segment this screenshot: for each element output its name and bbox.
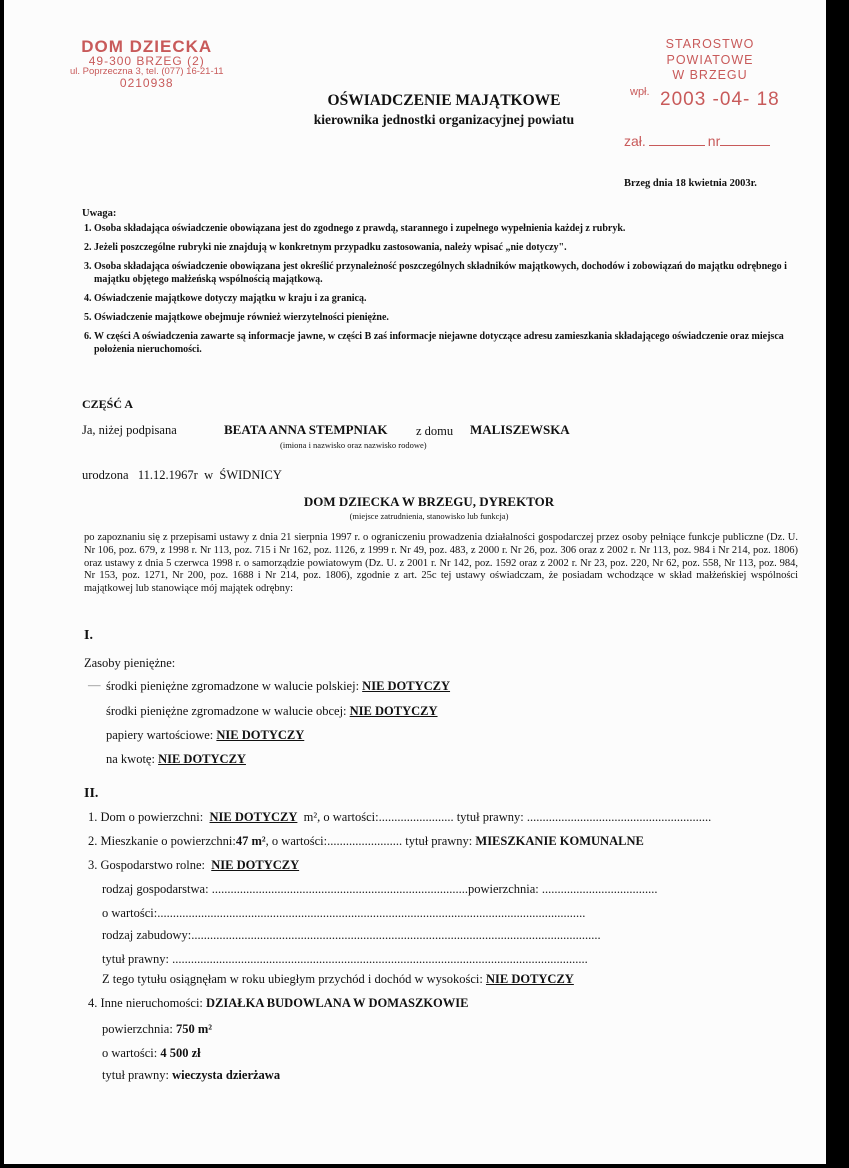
section-2-heading: II.: [84, 786, 99, 801]
house-unit: m²,: [303, 810, 321, 824]
document-title-block: [264, 92, 624, 128]
amount-label: na kwotę:: [106, 752, 155, 766]
securities-row: [106, 728, 304, 743]
other-worth-value: 4 500 zł: [160, 1046, 201, 1060]
born-in: w: [204, 468, 214, 482]
farm-buildings-row: rodzaj zabudowy:...................................................................................................................................: [102, 928, 601, 942]
flat-label: 2. Mieszkanie o powierzchni:: [88, 834, 236, 848]
other-worth-row: [102, 1046, 201, 1061]
section-1-heading: I.: [84, 628, 93, 643]
house-title-label: tytuł prawny:: [456, 810, 524, 824]
other-area-label: powierzchnia:: [102, 1022, 173, 1036]
receipt-zal: [624, 133, 770, 149]
cash-foreign-row: [106, 704, 438, 719]
signed-label: Ja, niżej podpisana: [82, 423, 177, 437]
receipt-stamp-line2: W BRZEGU: [672, 68, 748, 83]
other-worth-label: o wartości:: [102, 1046, 158, 1060]
other-area-value: 750 m²: [175, 1022, 212, 1036]
notes-heading: Uwaga:: [82, 208, 117, 219]
stamp-name: DOM DZIECKA: [81, 37, 213, 56]
name-caption: (imiona i nazwisko oraz nazwisko rodowe): [280, 440, 427, 450]
receipt-wpl-label: wpł.: [630, 86, 650, 98]
born-place: ŚWIDNICY: [219, 468, 282, 482]
receipt-stamp-line1: STAROSTWO POWIATOWE: [665, 37, 755, 67]
flat-title-value: MIESZKANIE KOMUNALNE: [475, 834, 644, 848]
house-row: 1. Dom o powierzchni: NIE DOTYCZY m², o wartości:........................ tytuł prawny: ...........................................................: [88, 810, 712, 824]
house-label: 1. Dom o powierzchni:: [88, 810, 204, 824]
zal-label: zał.: [624, 133, 646, 149]
other-area-row: [102, 1022, 212, 1037]
place-date: Brzeg dnia 18 kwietnia 2003r.: [624, 178, 757, 189]
house-value-label: o wartości:: [323, 810, 379, 824]
section-1-label: Zasoby pieniężne:: [84, 656, 176, 670]
farm-title-label: tytuł prawny:: [102, 952, 170, 966]
farm-income-label: Z tego tytułu osiągnęłam w roku ubiegłym przychód i dochód w wysokości:: [102, 972, 483, 986]
farm-area-label: powierzchnia:: [467, 882, 539, 896]
farm-income-value: NIE DOTYCZY: [485, 972, 574, 986]
employer-caption: (miejsce zatrudnienia, stanowisko lub funkcja): [349, 511, 509, 521]
maiden-name: MALISZEWSKA: [470, 422, 570, 437]
farm-worth-row: o wartości:.........................................................................................................................................: [102, 906, 586, 920]
document-subtitle: kierownika jednostki organizacyjnej powiatu: [313, 112, 575, 127]
securities-label: papiery wartościowe:: [106, 728, 214, 742]
note-item: 3. Osoba składająca oświadczenie obowiązana jest określić przynależność poszczególnych składników majątkowych, dochodów i zobowiązań do majątku odrębnego i majątku objętego małżeńską wspólnością majątkową.: [94, 260, 794, 286]
part-a-heading: CZĘŚĆ A: [82, 397, 134, 411]
other-title-value: wieczysta dzierżawa: [172, 1068, 281, 1082]
amount-value: NIE DOTYCZY: [158, 752, 246, 766]
receipt-date: 2003 -04- 18: [660, 89, 780, 110]
document-page: [4, 0, 826, 1164]
amount-row: [106, 752, 246, 767]
farm-type-row: rodzaj gospodarstwa: ..................................................................................powierzchnia: .....................................: [102, 882, 658, 896]
dash-mark: —: [88, 678, 101, 692]
note-item: 2. Jeżeli poszczególne rubryki nie znajdują w konkretnym przypadku zastosowania, należy wpisać „nie dotyczy".: [94, 241, 794, 254]
farm-label: 3. Gospodarstwo rolne:: [88, 858, 205, 872]
cash-pln-value: NIE DOTYCZY: [362, 679, 451, 693]
other-property-value: DZIAŁKA BUDOWLANA W DOMASZKOWIE: [206, 996, 469, 1010]
farm-type-label: rodzaj gospodarstwa:: [102, 882, 209, 896]
cash-foreign-label: środki pieniężne zgromadzone w walucie obcej:: [106, 704, 347, 718]
stamp-code: 0210938: [119, 75, 174, 90]
cash-pln-row: [106, 679, 450, 694]
flat-value-label: , o wartości:: [265, 834, 328, 848]
domu-label: z domu: [416, 424, 454, 438]
other-title-row: [102, 1068, 280, 1083]
flat-area: 47 m²: [235, 834, 266, 848]
note-item: 5. Oświadczenie majątkowe obejmuje również wierzytelności pieniężne.: [94, 311, 794, 324]
legal-paragraph: po zapoznaniu się z przepisami ustawy z dnia 21 sierpnia 1997 r. o ograniczeniu prowadzenia działalności gospodarczej przez osoby pełniące funkcje publiczne (Dz. U. Nr 106, poz. 679, z 1998 r. Nr 113, poz. 715 i Nr 162, poz. 1126, z 1999 r. Nr 49, poz. 483, z 2000 r. Nr 26, poz. 306 oraz z 2002 r. Nr 113, poz. 984 i Nr 214, poz. 1806) oraz ustawy z dnia 5 czerwca 1998 r. o samorządzie powiatowym (Dz. U. z 2001 r. Nr 142, poz. 1592 oraz z 2002 r. Nr 23, poz. 220, Nr 62, poz. 558, Nr 113, poz. 984, Nr 153, poz. 1271, Nr 200, poz. 1688 i Nr 214, poz. 1806), zgodnie z art. 25c tej ustawy oświadczam, że posiadam wchodzące w skład małżeńskiej wspólności majątkowej lub stanowiące mój majątek odrębny:: [84, 532, 798, 595]
stamp-street: ul. Poprzeczna 3, tel. (077) 16-21-11: [70, 66, 224, 77]
born-label: urodzona: [82, 468, 129, 482]
flat-title-label: tytuł prawny:: [405, 834, 473, 848]
born-row: [82, 468, 282, 483]
note-item: 6. W części A oświadczenia zawarte są informacje jawne, w części B zaś informacje niejawne dotyczące adresu zamieszkania składającego oświadczenie oraz miejsca położenia nieruchomości.: [94, 330, 794, 356]
house-value: NIE DOTYCZY: [209, 810, 298, 824]
employer: DOM DZIECKA W BRZEGU, DYREKTOR: [303, 494, 555, 509]
securities-value: NIE DOTYCZY: [216, 728, 305, 742]
note-item: 1. Osoba składająca oświadczenie obowiązana jest do zgodnego z prawdą, starannego i zupełnego wypełnienia każdej z rubryk.: [94, 222, 794, 235]
farm-row: [88, 858, 299, 873]
document-title: OŚWIADCZENIE MAJĄTKOWE: [327, 92, 561, 109]
farm-value: NIE DOTYCZY: [211, 858, 300, 872]
other-title-label: tytuł prawny:: [102, 1068, 170, 1082]
farm-income-row: [102, 972, 574, 987]
farm-buildings-label: rodzaj zabudowy:: [102, 928, 192, 942]
born-date: 11.12.1967r: [137, 468, 198, 482]
institution-stamp: [70, 38, 224, 89]
cash-foreign-value: NIE DOTYCZY: [349, 704, 438, 718]
flat-row: 2. Mieszkanie o powierzchni:47 m², o wartości:........................ tytuł prawny: MIESZKANIE KOMUNALNE: [88, 834, 644, 848]
farm-title-row: tytuł prawny: .....................................................................................................................................: [102, 952, 588, 966]
note-item: 4. Oświadczenie majątkowe dotyczy majątku w kraju i za granicą.: [94, 292, 794, 305]
notes-list: [82, 222, 794, 362]
nr-label: nr: [707, 133, 721, 149]
cash-pln-label: środki pieniężne zgromadzone w walucie polskiej:: [106, 679, 360, 693]
other-property-row: [88, 996, 468, 1011]
stamp-address: 49-300 BRZEG (2): [88, 54, 205, 68]
other-property-label: 4. Inne nieruchomości:: [88, 996, 203, 1010]
receipt-stamp: [620, 37, 800, 84]
declarant-name: BEATA ANNA STEMPNIAK: [224, 422, 388, 437]
farm-worth-label: o wartości:: [102, 906, 158, 920]
